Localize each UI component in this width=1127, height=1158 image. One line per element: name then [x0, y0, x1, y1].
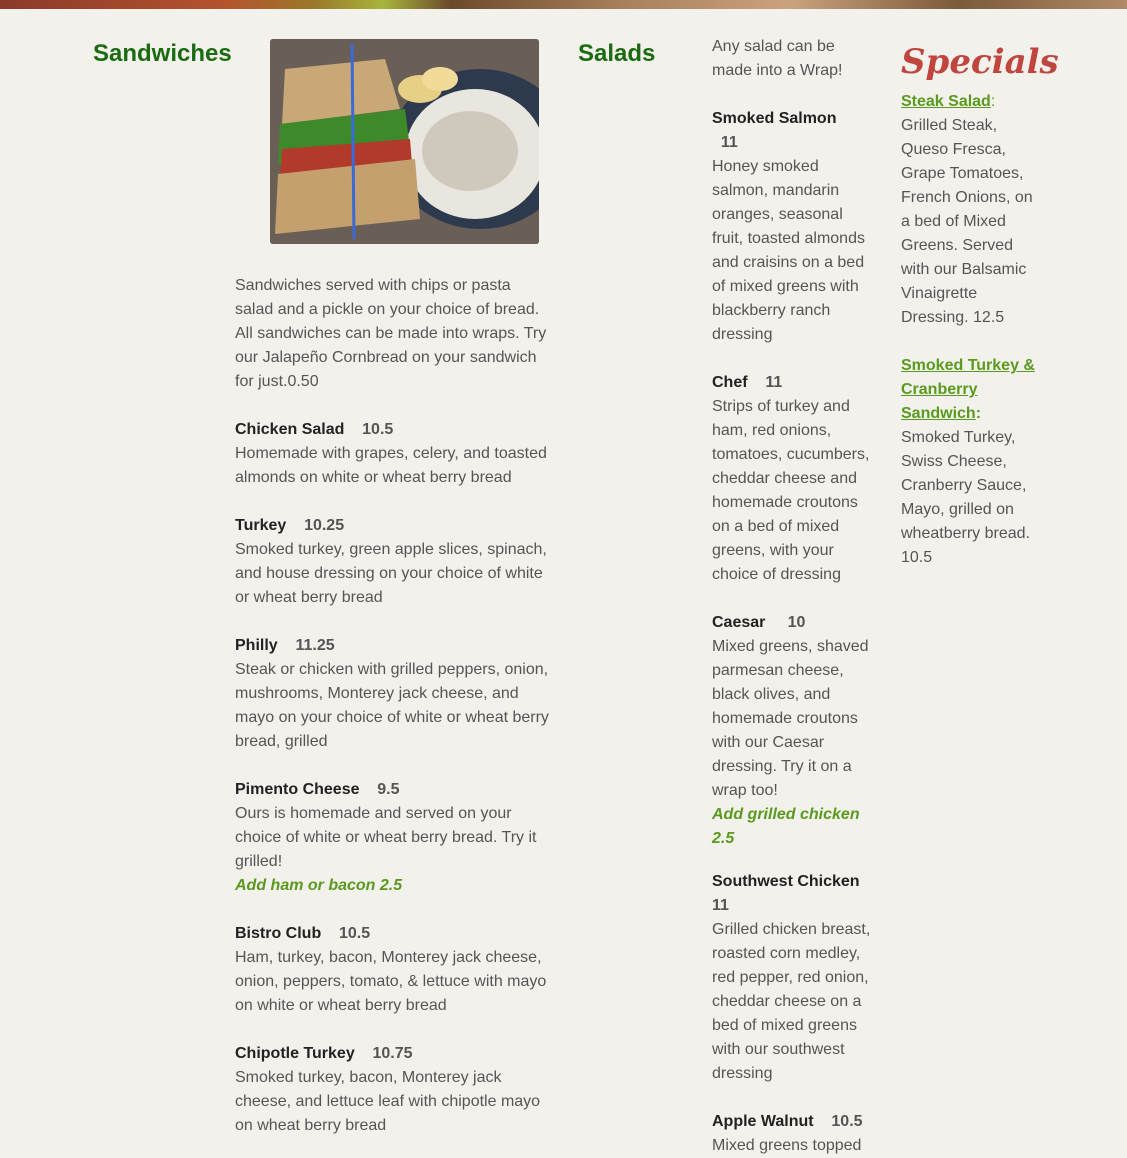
- menu-item: [235, 418, 551, 490]
- menu-item: [712, 107, 874, 347]
- item-price: 10.5: [831, 1113, 863, 1130]
- sandwich-photo: [270, 39, 539, 244]
- item-price: 10.5: [339, 925, 371, 942]
- sandwich-photo-illustration: [270, 39, 539, 244]
- item-price: 10.5: [362, 421, 394, 438]
- item-addon: Add grilled chicken 2.5: [712, 806, 860, 847]
- item-description: Smoked turkey, bacon, Monterey jack cheese, and lettuce leaf with chipotle mayo on wheat berry bread: [235, 1069, 541, 1134]
- item-name: Chef: [712, 374, 748, 391]
- special-item: Smoked Turkey & Cranberry Sandwich: Smoked Turkey, Swiss Cheese, Cranberry Sauce, Mayo, grilled on wheatberry bread. 10.5: [901, 357, 1035, 566]
- item-description: Mixed greens topped: [712, 1137, 862, 1154]
- item-price: 11.25: [295, 637, 335, 654]
- sandwiches-intro: Sandwiches served with chips or pasta salad and a pickle on your choice of bread. All sandwiches can be made into wraps. Try our Jalapeño Cornbread on your sandwich for just.0.50: [235, 277, 547, 390]
- item-description: Ham, turkey, bacon, Monterey jack cheese, onion, peppers, tomato, & lettuce with mayo on white or wheat berry bread: [235, 949, 547, 1014]
- menu-item: [235, 922, 551, 1018]
- item-description: Smoked turkey, green apple slices, spinach, and house dressing on your choice of white or wheat berry bread: [235, 541, 547, 606]
- salads-heading-wrap: [578, 39, 655, 69]
- item-name: Chipotle Turkey: [235, 1045, 355, 1062]
- menu-item: [712, 1110, 874, 1158]
- special-link-turkey-cranberry[interactable]: Smoked Turkey & Cranberry Sandwich: [901, 357, 1035, 422]
- specials-column: [901, 42, 1059, 570]
- salads-intro: Any salad can be made into a Wrap!: [712, 38, 843, 79]
- item-price: 10.25: [304, 517, 345, 534]
- item-description: Steak or chicken with grilled peppers, onion, mushrooms, Monterey jack cheese, and mayo on your choice of white or wheat berry bread, grilled: [235, 661, 549, 750]
- salads-heading: Salads: [578, 40, 656, 67]
- item-price: 9.5: [377, 781, 400, 798]
- special-item: Steak Salad: Grilled Steak, Queso Fresca, Grape Tomatoes, French Onions, on a bed of Mixed Greens. Served with our Balsamic Vinaigrette Dressing. 12.5: [901, 93, 1033, 326]
- menu-item: [712, 611, 874, 851]
- item-price: 10.75: [372, 1045, 413, 1062]
- item-price: 11: [712, 897, 729, 914]
- salads-column: [712, 35, 874, 1158]
- item-name: Chicken Salad: [235, 421, 345, 438]
- menu-item: [712, 371, 874, 587]
- item-price: 10: [787, 614, 806, 631]
- item-name: Turkey: [235, 517, 287, 534]
- item-name: Pimento Cheese: [235, 781, 360, 798]
- item-name: Southwest Chicken: [712, 873, 860, 890]
- item-name: Apple Walnut: [712, 1113, 814, 1130]
- item-name: Bistro Club: [235, 925, 322, 942]
- item-name: Philly: [235, 637, 278, 654]
- item-description: Ours is homemade and served on your choice of white or wheat berry bread. Try it grilled!: [235, 805, 537, 870]
- specials-heading: Specials: [901, 42, 1059, 82]
- item-description: Honey smoked salmon, mandarin oranges, seasonal fruit, toasted almonds and craisins on a bed of mixed greens with blackberry ranch dressing: [712, 158, 865, 343]
- item-price: 11: [765, 374, 783, 391]
- item-description: Homemade with grapes, celery, and toasted almonds on white or wheat berry bread: [235, 445, 547, 486]
- menu-item: [235, 514, 551, 610]
- sandwiches-heading: Sandwiches: [93, 40, 232, 67]
- header-banner-strip: [0, 0, 1127, 9]
- menu-item: [235, 634, 551, 754]
- item-description: Grilled chicken breast, roasted corn medley, red pepper, red onion, cheddar cheese on a bed of mixed greens with our southwest dressing: [712, 921, 871, 1082]
- menu-item: [235, 1042, 551, 1138]
- item-price: 11: [720, 134, 738, 151]
- menu-item: [235, 778, 551, 898]
- item-description: Strips of turkey and ham, red onions, tomatoes, cucumbers, cheddar cheese and homemade croutons on a bed of mixed greens, with your choice of dressing: [712, 398, 870, 583]
- special-description: Grilled Steak, Queso Fresca, Grape Tomatoes, French Onions, on a bed of Mixed Greens. Served with our Balsamic Vinaigrette Dressing. 12.5: [901, 117, 1033, 326]
- menu-item: [712, 870, 874, 1086]
- special-link-steak-salad[interactable]: Steak Salad: [901, 93, 991, 110]
- item-name: Caesar: [712, 614, 766, 631]
- item-description: Mixed greens, shaved parmesan cheese, black olives, and homemade croutons with our Caesar dressing. Try it on a wrap too!: [712, 638, 869, 799]
- sandwiches-heading-wrap: [93, 39, 232, 69]
- sandwiches-column: [235, 274, 551, 1138]
- item-name: Smoked Salmon: [712, 110, 837, 127]
- item-addon: Add ham or bacon 2.5: [235, 877, 403, 894]
- special-description: Smoked Turkey, Swiss Cheese, Cranberry Sauce, Mayo, grilled on wheatberry bread. 10.5: [901, 429, 1030, 566]
